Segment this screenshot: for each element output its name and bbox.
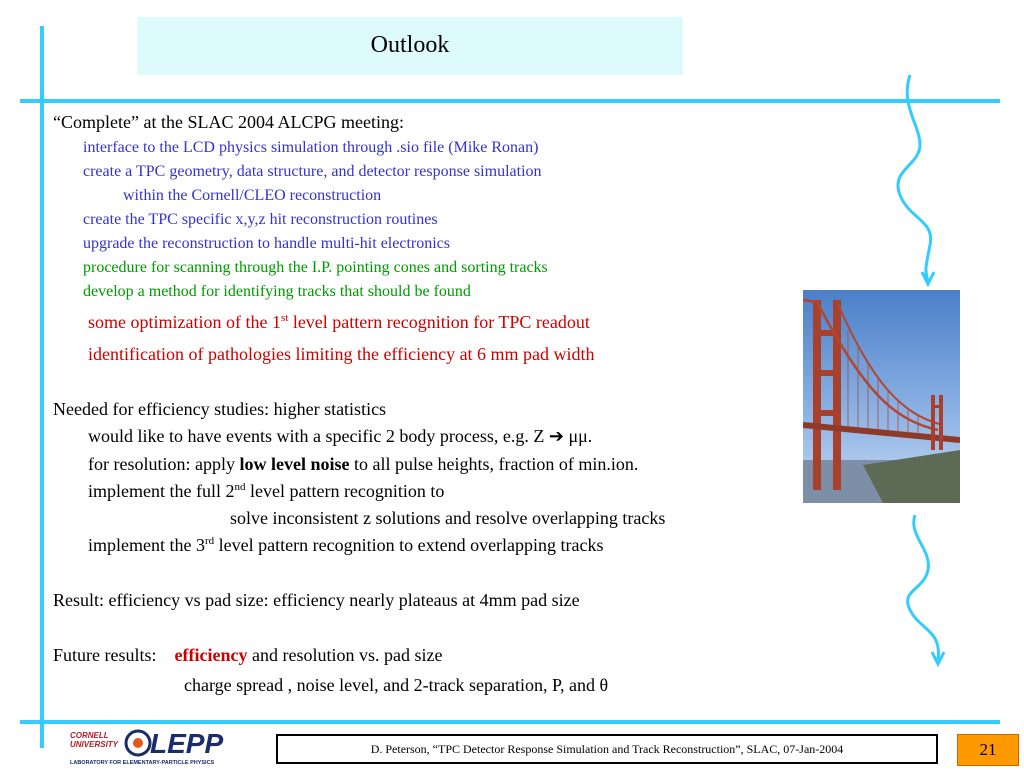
section1-item: create a TPC geometry, data structure, and detector response simulation	[83, 163, 542, 180]
result-line: Result: efficiency vs pad size: efficiency nearly plateaus at 4mm pad size	[53, 590, 580, 610]
section1-item: interface to the LCD physics simulation through .sio file (Mike Ronan)	[83, 139, 539, 156]
svg-text:UNIVERSITY: UNIVERSITY	[70, 740, 119, 749]
svg-text:LEPP: LEPP	[150, 728, 224, 759]
footer-citation: D. Peterson, “TPC Detector Response Simulation and Track Reconstruction”, SLAC, 07-Jan-2004	[276, 734, 938, 764]
section2-line: for resolution: apply low level noise to all pulse heights, fraction of min.ion.	[88, 454, 639, 474]
future-results-line: Future results: efficiency and resolution vs. pad size	[53, 645, 443, 665]
lepp-logo	[68, 726, 250, 768]
section1-item: within the Cornell/CLEO reconstruction	[123, 187, 382, 204]
left-accent-line	[40, 26, 44, 748]
page-number: 21	[957, 734, 1019, 766]
top-accent-line	[20, 99, 1000, 103]
section1-item: upgrade the reconstruction to handle multi-hit electronics	[83, 235, 450, 252]
section2-line: would like to have events with a specific 2 body process, e.g. Z ➔ μμ.	[88, 426, 593, 446]
section1-heading: “Complete” at the SLAC 2004 ALCPG meeting:	[53, 112, 404, 132]
slide-title: Outlook	[370, 32, 450, 58]
section1-red-item: some optimization of the 1st level pattern recognition for TPC readout	[88, 312, 590, 332]
section2-line: implement the 3rd level pattern recognition to extend overlapping tracks	[88, 535, 604, 555]
golden-gate-bridge-photo	[803, 290, 960, 503]
bottom-accent-line	[20, 720, 1000, 724]
svg-text:LABORATORY FOR ELEMENTARY-PART: LABORATORY FOR ELEMENTARY-PARTICLE PHYSICS	[70, 760, 215, 766]
section2-heading: Needed for efficiency studies: higher statistics	[53, 399, 387, 419]
future-results-detail: charge spread , noise level, and 2-track separation, P, and θ	[184, 675, 609, 695]
section2-line: implement the full 2nd level pattern recognition to	[88, 481, 445, 501]
svg-text:CORNELL: CORNELL	[70, 731, 109, 740]
section1-item: create the TPC specific x,y,z hit reconstruction routines	[83, 211, 438, 228]
section1-red-item: identification of pathologies limiting the efficiency at 6 mm pad width	[88, 344, 595, 364]
wavy-arrow-top-icon	[880, 70, 960, 290]
wavy-arrow-bottom-icon	[890, 510, 960, 670]
section1-item: develop a method for identifying tracks that should be found	[83, 283, 471, 300]
section2-line: solve inconsistent z solutions and resolve overlapping tracks	[230, 508, 666, 528]
section1-item: procedure for scanning through the I.P. pointing cones and sorting tracks	[83, 259, 548, 276]
